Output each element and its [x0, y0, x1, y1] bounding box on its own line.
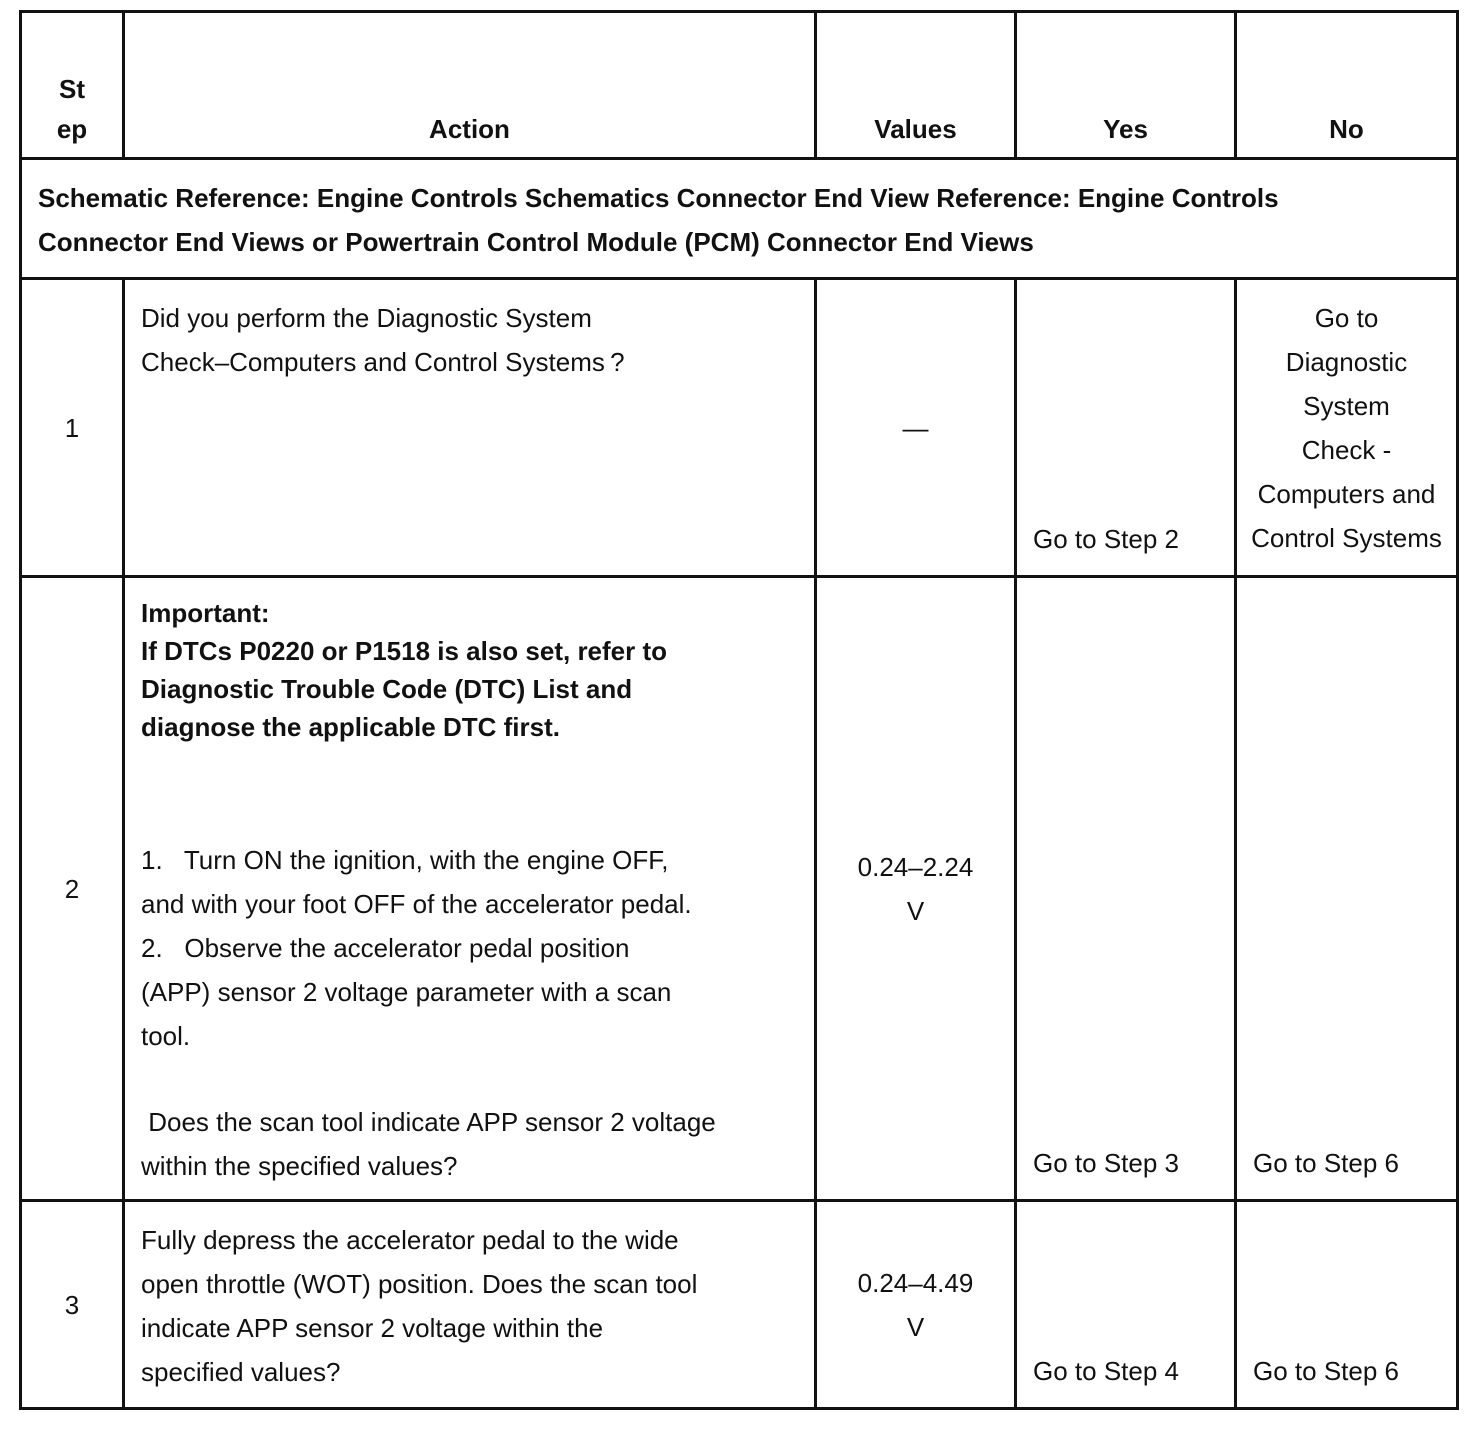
no-line: Control Systems	[1251, 523, 1442, 553]
action-line: Fully depress the accelerator pedal to the wide	[141, 1225, 679, 1255]
action-line: open throttle (WOT) position. Does the scan tool	[141, 1269, 698, 1299]
instruction-line: 2. Observe the accelerator pedal position	[141, 933, 630, 963]
action-line: specified values?	[141, 1357, 341, 1387]
table-row	[21, 1201, 1458, 1409]
instruction-line: tool.	[141, 1021, 191, 1051]
values-line: 0.24–4.49	[857, 1267, 974, 1298]
important-line: diagnose the applicable DTC first.	[141, 712, 560, 742]
values-line: V	[906, 895, 925, 926]
action-line: Check–Computers and Control Systems ?	[141, 347, 625, 377]
important-note	[141, 594, 798, 746]
important-line: Diagnostic Trouble Code (DTC) List and	[141, 674, 633, 704]
header-step-line1: St	[59, 74, 85, 104]
instruction-line: 1. Turn ON the ignition, with the engine OFF,	[141, 845, 669, 875]
no-line: Check -	[1301, 435, 1392, 465]
reference-line2: Connector End Views or Powertrain Control Module (PCM) Connector End Views	[38, 227, 1034, 257]
yes-cell: Go to Step 2	[1016, 279, 1236, 577]
header-yes: Yes	[1016, 12, 1236, 159]
action-line: Did you perform the Diagnostic System	[141, 303, 592, 333]
values-cell	[816, 577, 1016, 1201]
no-cell: Go to Step 6	[1236, 577, 1458, 1201]
values-line: V	[906, 1311, 925, 1342]
step-number: 2	[21, 577, 124, 1201]
no-cell: Go to Step 6	[1236, 1201, 1458, 1409]
no-line: Go to	[1314, 303, 1379, 333]
reference-row	[21, 159, 1458, 279]
action-cell	[124, 577, 816, 1201]
instruction-line: and with your foot OFF of the accelerator pedal.	[141, 889, 692, 919]
values-cell	[816, 1201, 1016, 1409]
yes-cell: Go to Step 3	[1016, 577, 1236, 1201]
question-line: within the specified values?	[141, 1151, 458, 1181]
no-line: System	[1303, 391, 1390, 421]
no-line: Diagnostic	[1285, 347, 1408, 377]
action-cell	[124, 279, 816, 577]
yes-cell: Go to Step 4	[1016, 1201, 1236, 1409]
instruction-line: (APP) sensor 2 voltage parameter with a scan	[141, 977, 672, 1007]
table-row	[21, 577, 1458, 1201]
no-line: Computers and	[1257, 479, 1436, 509]
table-row	[21, 279, 1458, 577]
header-step	[21, 12, 124, 159]
action-cell	[124, 1201, 816, 1409]
important-title: Important:	[141, 598, 270, 628]
header-action: Action	[124, 12, 816, 159]
no-cell	[1236, 279, 1458, 577]
header-no: No	[1236, 12, 1458, 159]
important-line: If DTCs P0220 or P1518 is also set, refer to	[141, 636, 668, 666]
header-row	[21, 12, 1458, 159]
action-line: indicate APP sensor 2 voltage within the	[141, 1313, 604, 1343]
question-line: Does the scan tool indicate APP sensor 2 voltage	[141, 1107, 716, 1137]
values-cell: —	[816, 279, 1016, 577]
header-step-line2: ep	[56, 114, 88, 144]
step-number: 1	[21, 279, 124, 577]
values-line: 0.24–2.24	[857, 851, 974, 882]
diagnostic-table	[19, 10, 1459, 1410]
schematic-reference	[21, 159, 1458, 279]
header-values: Values	[816, 12, 1016, 159]
step-number: 3	[21, 1201, 124, 1409]
reference-line1: Schematic Reference: Engine Controls Schematics Connector End View Reference: Engine Controls	[38, 183, 1279, 213]
